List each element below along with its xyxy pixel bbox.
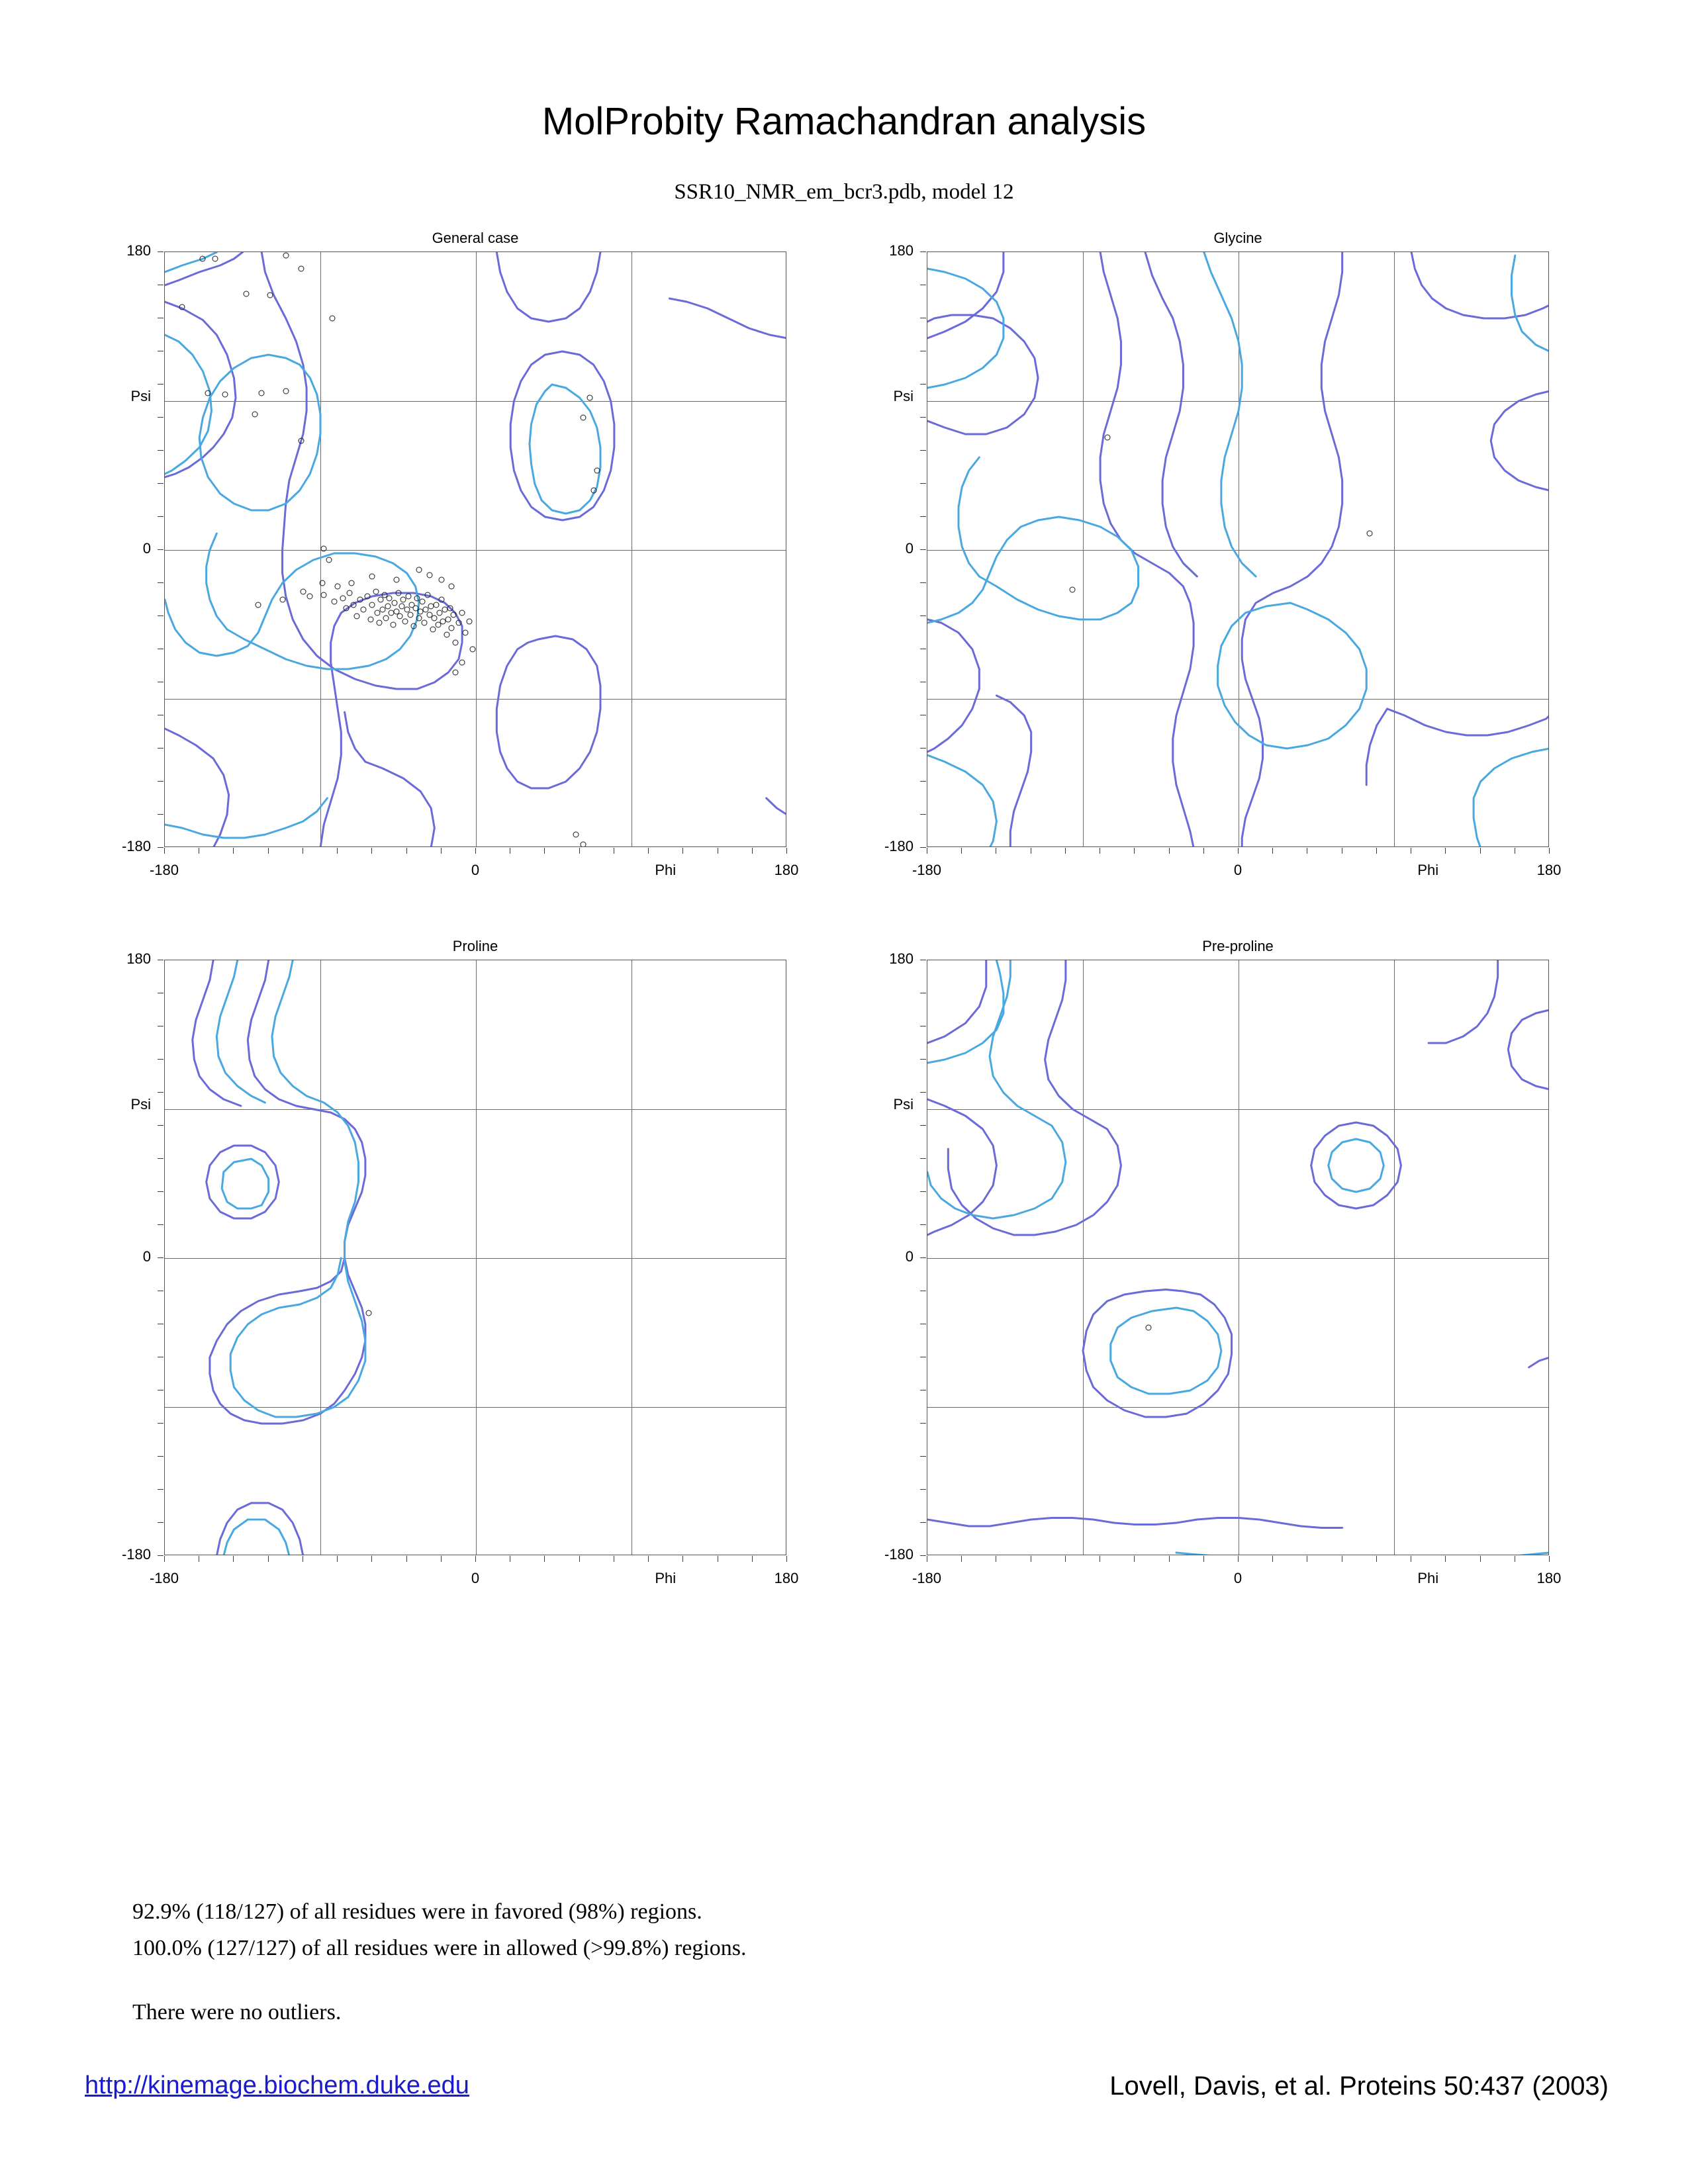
data-point xyxy=(432,615,438,621)
x-tick-label: -180 xyxy=(912,1570,942,1586)
y-axis-tick xyxy=(158,615,164,616)
contour-favored xyxy=(1329,1139,1384,1192)
y-tick-label: 180 xyxy=(126,950,151,967)
data-point xyxy=(256,602,261,608)
contour-allowed xyxy=(1429,960,1497,1043)
plot-panel-proline xyxy=(121,938,799,1586)
x-axis-label: Phi xyxy=(655,1570,677,1586)
x-axis-tick xyxy=(1203,848,1204,854)
x-axis-tick xyxy=(441,848,442,854)
x-axis-tick xyxy=(1134,1556,1135,1562)
contour-allowed xyxy=(948,960,1121,1235)
contour-layer xyxy=(165,960,786,1555)
y-axis-tick xyxy=(920,1059,926,1060)
y-axis-tick xyxy=(920,1423,926,1424)
y-axis-tick xyxy=(920,450,926,451)
data-point xyxy=(402,618,408,624)
y-axis-label: Psi xyxy=(130,388,151,404)
contour-favored xyxy=(207,533,227,629)
data-point xyxy=(357,597,363,603)
x-tick-label: 0 xyxy=(1233,862,1243,878)
data-point xyxy=(438,577,444,583)
data-point xyxy=(366,1310,372,1316)
data-point xyxy=(299,266,305,272)
data-point xyxy=(469,647,475,653)
data-point xyxy=(447,605,453,611)
x-axis-label: Phi xyxy=(1417,862,1439,878)
data-point xyxy=(580,842,586,848)
x-axis-tick xyxy=(371,848,372,854)
y-tick-label: -180 xyxy=(121,838,151,854)
x-axis-label: Phi xyxy=(1417,1570,1439,1586)
data-point xyxy=(421,620,427,626)
data-point xyxy=(200,256,206,262)
x-tick-label: -180 xyxy=(912,862,942,878)
data-point xyxy=(459,610,465,616)
y-axis-tick xyxy=(920,847,926,848)
contour-favored xyxy=(165,335,212,474)
x-axis-tick xyxy=(1134,848,1135,854)
x-tick-label: -180 xyxy=(149,862,179,878)
data-point xyxy=(459,660,465,666)
data-point xyxy=(438,597,444,603)
contour-allowed xyxy=(1145,252,1197,576)
data-point xyxy=(259,390,265,396)
x-axis-tick xyxy=(1376,1556,1377,1562)
x-axis-tick xyxy=(371,1556,372,1562)
x-axis-tick xyxy=(682,1556,683,1562)
contour-favored xyxy=(959,457,979,576)
data-point xyxy=(321,545,327,551)
data-point xyxy=(449,625,455,631)
y-axis-tick xyxy=(158,417,164,418)
data-point xyxy=(416,567,422,573)
x-axis-tick xyxy=(233,1556,234,1562)
y-axis-tick xyxy=(920,781,926,782)
data-point xyxy=(466,618,472,624)
y-axis-tick xyxy=(158,483,164,484)
contour-favored xyxy=(927,269,1004,388)
page-subtitle: SSR10_NMR_em_bcr3.pdb, model 12 xyxy=(674,180,1014,204)
x-axis-tick xyxy=(268,848,269,854)
x-axis-tick xyxy=(786,848,787,854)
data-point xyxy=(594,468,600,474)
x-axis-tick xyxy=(164,1556,165,1562)
x-tick-label: 180 xyxy=(774,862,799,878)
y-axis-tick xyxy=(158,1522,164,1523)
y-axis-tick xyxy=(158,1257,164,1258)
data-point xyxy=(580,415,586,421)
data-point xyxy=(353,614,359,619)
y-axis-tick xyxy=(158,582,164,583)
data-point xyxy=(179,304,185,310)
contour-favored xyxy=(927,755,996,847)
data-point xyxy=(433,602,439,608)
contour-allowed xyxy=(345,712,365,762)
y-axis-tick xyxy=(158,384,164,385)
data-point xyxy=(300,588,306,594)
x-axis-tick xyxy=(1169,1556,1170,1562)
plot-title-pre-proline: Pre-proline xyxy=(1202,938,1274,954)
contour-allowed xyxy=(1366,709,1387,785)
data-point xyxy=(406,594,412,600)
data-point xyxy=(590,488,596,494)
y-axis-tick xyxy=(158,1456,164,1457)
data-point xyxy=(349,580,355,586)
data-point xyxy=(347,590,353,596)
data-point xyxy=(430,627,436,633)
y-axis-label: Psi xyxy=(893,1096,914,1113)
y-axis-tick xyxy=(920,1257,926,1258)
y-axis-tick xyxy=(920,251,926,252)
x-axis-tick xyxy=(579,1556,580,1562)
x-axis-tick xyxy=(1238,848,1239,854)
y-tick-label: -180 xyxy=(884,1546,914,1563)
contour-favored xyxy=(165,798,327,838)
x-axis-tick xyxy=(441,1556,442,1562)
x-axis-tick xyxy=(579,848,580,854)
kinemage-link[interactable]: http://kinemage.biochem.duke.edu xyxy=(85,2071,469,2099)
y-axis-tick xyxy=(920,417,926,418)
y-axis-tick xyxy=(920,549,926,550)
data-point xyxy=(243,291,249,296)
x-axis-label: Phi xyxy=(655,862,677,878)
contour-favored xyxy=(1204,252,1256,576)
x-axis-tick xyxy=(648,1556,649,1562)
y-tick-label: 0 xyxy=(142,1248,151,1265)
x-axis-tick xyxy=(752,848,753,854)
x-tick-label: 180 xyxy=(1536,1570,1562,1586)
stats-outliers: There were no outliers. xyxy=(132,2000,342,2025)
y-axis-tick xyxy=(158,1191,164,1192)
contour-allowed xyxy=(365,762,434,847)
x-axis-tick xyxy=(1549,848,1550,854)
x-axis-tick xyxy=(233,848,234,854)
contour-favored xyxy=(1512,255,1549,351)
contour-allowed xyxy=(927,1099,996,1235)
data-point xyxy=(326,557,332,563)
data-point xyxy=(361,607,367,613)
y-tick-label: -180 xyxy=(121,1546,151,1563)
x-axis-tick xyxy=(961,1556,962,1562)
y-axis-tick xyxy=(158,1489,164,1490)
contour-allowed xyxy=(210,960,365,1424)
x-axis-tick xyxy=(682,848,683,854)
contour-allowed xyxy=(996,696,1031,847)
contour-allowed xyxy=(1411,252,1549,318)
y-axis-tick xyxy=(920,1125,926,1126)
data-point xyxy=(392,600,398,606)
data-point xyxy=(212,256,218,262)
contour-allowed xyxy=(927,960,986,1043)
y-tick-label: 0 xyxy=(905,540,914,557)
x-axis-tick xyxy=(1549,1556,1550,1562)
y-axis-tick xyxy=(158,450,164,451)
data-point xyxy=(449,584,455,590)
x-axis-tick xyxy=(1065,848,1066,854)
y-axis-tick xyxy=(158,251,164,252)
y-axis-tick xyxy=(158,814,164,815)
data-point xyxy=(383,615,389,621)
data-point xyxy=(445,617,451,623)
contour-allowed xyxy=(1529,1357,1549,1367)
plot-panel-general-case xyxy=(121,230,799,878)
x-axis-tick xyxy=(164,848,165,854)
contour-favored xyxy=(199,355,320,510)
x-axis-tick xyxy=(268,1556,269,1562)
data-point xyxy=(319,580,325,586)
data-point xyxy=(344,605,350,611)
x-tick-label: 0 xyxy=(1233,1570,1243,1586)
y-axis-tick xyxy=(920,1522,926,1523)
data-point xyxy=(424,592,430,598)
y-axis-tick xyxy=(920,483,926,484)
x-axis-tick xyxy=(1480,848,1481,854)
y-axis-tick xyxy=(920,516,926,517)
data-point xyxy=(452,640,458,646)
y-tick-label: 180 xyxy=(889,242,914,259)
data-point xyxy=(279,597,285,603)
stats-allowed: 100.0% (127/127) of all residues were in allowed (>99.8%) regions. xyxy=(132,1936,747,1960)
data-point xyxy=(340,595,346,601)
plot-area-proline xyxy=(164,960,786,1555)
x-axis-tick xyxy=(544,1556,545,1562)
data-point xyxy=(452,670,458,676)
data-point xyxy=(385,604,391,610)
y-axis-tick xyxy=(158,1423,164,1424)
contour-allowed xyxy=(165,729,229,847)
data-point xyxy=(416,615,422,621)
x-tick-label: 180 xyxy=(1536,862,1562,878)
contour-allowed xyxy=(216,1503,303,1555)
x-tick-label: 180 xyxy=(774,1570,799,1586)
data-point xyxy=(393,577,399,583)
data-point xyxy=(411,623,417,629)
data-point xyxy=(299,438,305,444)
y-axis-tick xyxy=(158,1224,164,1225)
data-point xyxy=(420,598,426,604)
plot-area-general-case xyxy=(164,251,786,847)
data-point xyxy=(1070,587,1076,593)
y-axis-tick xyxy=(920,748,926,749)
data-point xyxy=(369,574,375,580)
data-point xyxy=(283,388,289,394)
y-tick-label: 180 xyxy=(889,950,914,967)
contour-favored xyxy=(230,960,365,1417)
contour-layer xyxy=(165,252,786,847)
x-axis-tick xyxy=(961,848,962,854)
data-point xyxy=(321,592,327,598)
x-axis-tick xyxy=(1238,1556,1239,1562)
x-tick-label: 0 xyxy=(471,862,480,878)
x-axis-tick xyxy=(475,848,476,854)
contour-favored xyxy=(1474,749,1549,847)
y-axis-tick xyxy=(920,384,926,385)
data-point xyxy=(267,293,273,298)
y-axis-tick xyxy=(158,1092,164,1093)
data-point xyxy=(387,595,393,601)
y-axis-tick xyxy=(920,814,926,815)
contour-favored xyxy=(1111,1308,1221,1394)
y-axis-tick xyxy=(158,1158,164,1159)
x-axis-tick xyxy=(648,848,649,854)
plot-area-glycine xyxy=(927,251,1549,847)
data-point xyxy=(364,594,370,600)
contour-layer xyxy=(927,960,1549,1555)
y-axis-tick xyxy=(920,1224,926,1225)
plot-panel-glycine xyxy=(884,230,1562,878)
data-point xyxy=(369,602,375,608)
data-point xyxy=(395,590,401,596)
x-axis-tick xyxy=(406,848,407,854)
data-point xyxy=(331,598,337,604)
contour-allowed xyxy=(496,636,600,788)
data-point xyxy=(205,390,211,396)
page-title: MolProbity Ramachandran analysis xyxy=(541,100,1147,143)
data-point xyxy=(390,621,396,627)
x-axis-tick xyxy=(786,1556,787,1562)
data-point xyxy=(367,617,373,623)
data-point xyxy=(573,832,579,838)
data-point xyxy=(587,395,593,401)
plot-title-general-case: General case xyxy=(432,230,519,246)
x-axis-tick xyxy=(406,1556,407,1562)
contour-allowed xyxy=(767,798,786,815)
y-axis-label: Psi xyxy=(893,388,914,404)
y-tick-label: 0 xyxy=(142,540,151,557)
data-point xyxy=(407,612,413,617)
data-point xyxy=(1104,435,1110,441)
data-point xyxy=(252,412,258,418)
y-axis-tick xyxy=(920,1158,926,1159)
data-point xyxy=(283,253,289,259)
contour-favored xyxy=(530,385,600,514)
data-point xyxy=(350,602,356,608)
contour-allowed xyxy=(1387,709,1549,735)
contour-allowed xyxy=(1083,1290,1232,1418)
contour-favored xyxy=(1515,1553,1549,1555)
y-axis-tick xyxy=(158,1125,164,1126)
data-point xyxy=(330,316,336,322)
contour-allowed xyxy=(669,298,786,338)
y-axis-tick xyxy=(158,1059,164,1060)
x-axis-tick xyxy=(337,848,338,854)
contour-allowed xyxy=(927,619,979,752)
x-axis-tick xyxy=(1169,848,1170,854)
contour-favored xyxy=(1176,1553,1214,1555)
x-axis-tick xyxy=(1445,848,1446,854)
plot-title-proline: Proline xyxy=(452,938,498,954)
data-point xyxy=(451,612,457,617)
data-point xyxy=(444,631,449,637)
x-axis-tick xyxy=(1376,848,1377,854)
contour-allowed xyxy=(1491,391,1549,490)
y-axis-tick xyxy=(920,615,926,616)
x-tick-label: 0 xyxy=(471,1570,480,1586)
x-axis-tick xyxy=(752,1556,753,1562)
y-axis-tick xyxy=(920,1555,926,1556)
y-axis-tick xyxy=(158,1555,164,1556)
y-axis-tick xyxy=(158,549,164,550)
x-tick-label: -180 xyxy=(149,1570,179,1586)
plot-title-glycine: Glycine xyxy=(1213,230,1262,246)
x-axis-tick xyxy=(1480,1556,1481,1562)
y-tick-label: 180 xyxy=(126,242,151,259)
x-axis-tick xyxy=(1445,1556,1446,1562)
contour-favored xyxy=(224,1520,289,1555)
contour-allowed xyxy=(1508,1010,1549,1089)
contour-favored xyxy=(222,1159,269,1208)
x-axis-tick xyxy=(337,1556,338,1562)
y-axis-tick xyxy=(920,1191,926,1192)
data-point xyxy=(307,594,313,600)
y-axis-tick xyxy=(920,1489,926,1490)
data-point xyxy=(376,620,382,626)
x-axis-tick xyxy=(1272,1556,1273,1562)
x-axis-tick xyxy=(1272,848,1273,854)
y-tick-label: 0 xyxy=(905,1248,914,1265)
y-axis-label: Psi xyxy=(130,1096,151,1113)
y-tick-label: -180 xyxy=(884,838,914,854)
contour-favored xyxy=(927,960,1066,1218)
y-axis-tick xyxy=(158,847,164,848)
y-axis-tick xyxy=(158,516,164,517)
y-axis-tick xyxy=(158,781,164,782)
contour-favored xyxy=(1218,603,1367,749)
data-point xyxy=(397,614,403,619)
data-point xyxy=(1146,1325,1152,1331)
data-point xyxy=(455,620,461,626)
y-axis-tick xyxy=(920,1092,926,1093)
data-point xyxy=(222,392,228,398)
contour-allowed xyxy=(927,252,1004,338)
y-axis-tick xyxy=(920,1456,926,1457)
stats-favored: 92.9% (118/127) of all residues were in favored (98%) regions. xyxy=(132,1899,702,1924)
y-axis-tick xyxy=(158,748,164,749)
x-axis-tick xyxy=(1065,1556,1066,1562)
contour-layer xyxy=(927,252,1549,847)
y-axis-tick xyxy=(920,582,926,583)
citation-text: Lovell, Davis, et al. Proteins 50:437 (2003) xyxy=(1109,2071,1609,2101)
data-point xyxy=(373,588,379,594)
x-axis-tick xyxy=(1203,1556,1204,1562)
data-point xyxy=(463,630,469,636)
x-axis-tick xyxy=(475,1556,476,1562)
contour-allowed xyxy=(496,252,600,322)
data-point xyxy=(426,572,432,578)
x-axis-tick xyxy=(544,848,545,854)
contour-allowed xyxy=(1242,252,1342,847)
data-point xyxy=(1367,531,1373,537)
contour-allowed xyxy=(927,1518,1342,1528)
plot-area-pre-proline xyxy=(927,960,1549,1555)
data-point xyxy=(335,584,341,590)
plot-panel-pre-proline xyxy=(884,938,1562,1586)
contour-allowed xyxy=(1311,1122,1401,1208)
